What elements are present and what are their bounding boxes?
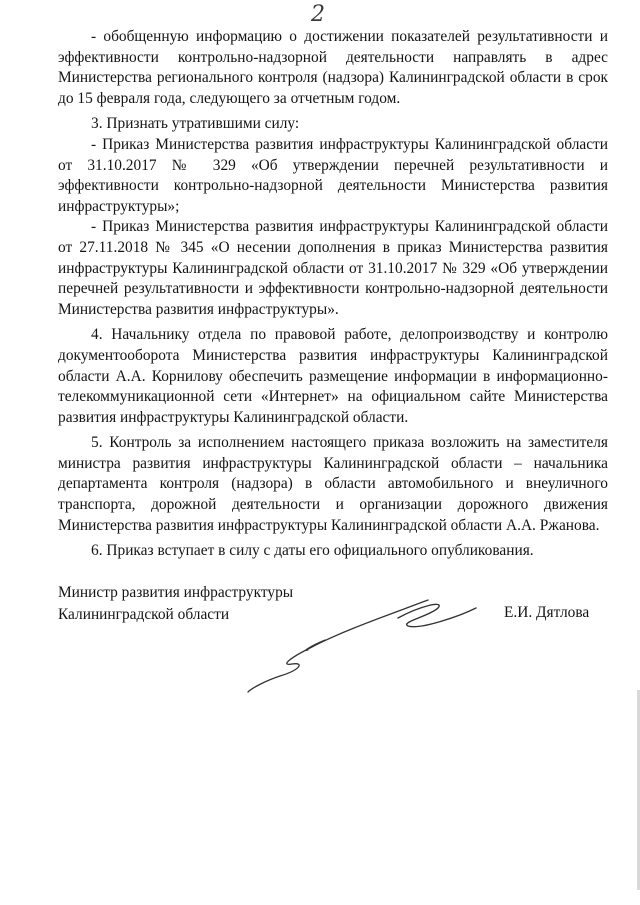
paragraph-summary-info: - обобщенную информацию о достижении показателей результативности и эффективности контрольно-надзорной деятельности направлять в адрес Министерства регионального контроля (надзора) Калининградской области в срок до 15 февраля года, следующего за отчетным годом.: [58, 28, 608, 107]
signatory-name: Е.И. Дятлова: [504, 604, 590, 621]
paragraph-repealed-order-329: - Приказ Министерства развития инфраструктуры Калининградской области от 31.10.2017 № 329 «Об утверждении перечней результативности и эффективности контрольно-надзорной деятельности Министерства развития инфраструктуры»;: [58, 135, 608, 215]
page-number: 2: [311, 2, 325, 27]
paragraph-item-6: 6. Приказ вступает в силу с даты его официального опубликования.: [91, 542, 534, 560]
signatory-title-line2: Калининградской области: [58, 606, 230, 623]
paragraph-item-4: 4. Начальнику отдела по правовой работе, делопроизводству и контролю документооборота Министерства развития инфраструктуры Калининградской области А.А. Корнилову обеспечить размещение информации в информационно-телекоммуникационной сети «Интернет» на официальном сайте Министерства развития инфраструктуры Калининградской области.: [58, 326, 608, 426]
document-body: [58, 27, 608, 562]
paragraph-item-3: 3. Признать утратившими силу:: [91, 115, 300, 133]
paragraph-item-5: 5. Контроль за исполнением настоящего приказа возложить на заместителя министра развития инфраструктуры Калининградской области – начальника департамента контроля (надзора) в области автомобильного и внеуличного транспорта, дорожной деятельности и организации дорожного движения Министерства развития инфраструктуры Калининградской области А.А. Ржанова.: [58, 434, 608, 534]
handwritten-signature: [230, 588, 480, 698]
signatory-title-line1: Министр развития инфраструктуры: [58, 584, 294, 601]
paragraph-repealed-order-345: - Приказ Министерства развития инфраструктуры Калининградской области от 27.11.2018 № 345 «О несении дополнения в приказ Министерства развития инфраструктуры Калининградской области от 31.10.2017 № 329 «Об утверждении перечней результативности и эффективности контрольно-надзорной деятельности Министерства развития инфраструктуры».: [58, 218, 608, 318]
